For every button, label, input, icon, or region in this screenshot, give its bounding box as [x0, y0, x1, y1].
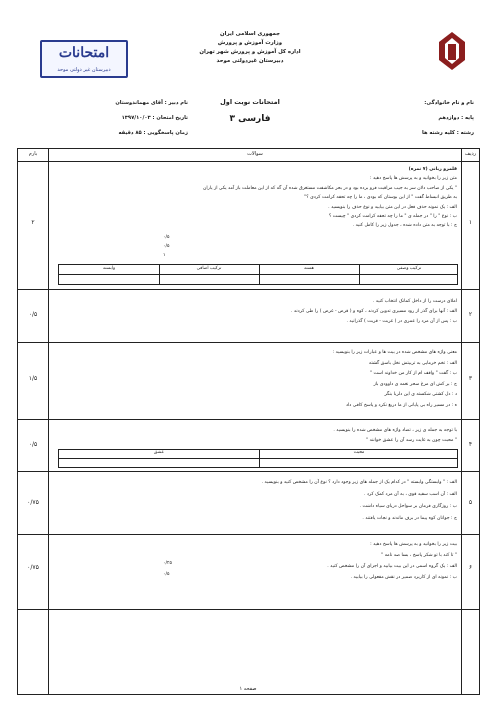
table-header: وابسته — [102, 266, 116, 271]
exam-duration: زمان پاسخگویی : ۸۵ دقیقه — [118, 130, 188, 136]
question-score: ۰/۷۵ — [27, 564, 39, 571]
student-info — [334, 96, 474, 141]
teacher-info — [28, 96, 188, 141]
question-line: با توجه به جمله ی زیر ، تضاد واژه های مشخص شده را بنویسید . — [333, 428, 457, 433]
row-divider — [18, 534, 479, 535]
question-score: ۰/۵ — [28, 311, 38, 318]
teacher-name: نام دبیر : آقای مهماندوستان — [115, 100, 188, 106]
major-field: رشته : کلیه رشته ها — [422, 130, 474, 136]
question-line: ب : گفت " واقف ام از کار من خداوند است " — [369, 371, 457, 376]
table-header: عشق — [153, 450, 165, 455]
row-divider — [18, 419, 479, 420]
logo — [40, 40, 128, 78]
question-line: الف : یک گروه اسمی در این بیت بیابید و اجزای آن را مشخص کنید . — [327, 564, 457, 569]
sub-score: ۰/۵ — [163, 244, 170, 249]
question-line: الف : آنها برای گذر از رود مسیری تدوین کردند ، کوه و ( قرض - غرض ) را طی کردند . — [291, 309, 457, 314]
header-line: دبیرستان غیردولتی موحد — [216, 58, 284, 64]
question-score: ۱/۵ — [28, 375, 38, 382]
question-number: ۵ — [468, 499, 473, 506]
sub-score: ۰/۵ — [163, 572, 170, 577]
logo-title: امتحانات — [58, 45, 110, 61]
table-header: ترکیب وصفی — [396, 266, 422, 271]
col-header-row: ردیف — [464, 151, 477, 157]
question-3-text — [57, 348, 457, 411]
exam-title: امتحانات نوبت اول — [220, 98, 280, 106]
question-line: د : دل کشتی شکسته ی این دلربا بنگر — [384, 392, 457, 397]
question-line: " تا کند با تو شکر پاسخ ، بسا صد نامه " — [381, 553, 457, 558]
question-number: ۲ — [468, 311, 473, 318]
question-number: ۱ — [468, 219, 473, 226]
question-score: ۰/۵ — [28, 441, 38, 448]
question-line: متن زیر را بخوانید و به پرسش ها پاسخ دهید : — [369, 176, 457, 182]
question-line: " محبت چون به غایت رسد آن را عشق خوانند " — [366, 438, 457, 443]
sub-score: ۰/۵ — [163, 235, 170, 240]
sub-score: ۰/۲۵ — [163, 561, 172, 566]
question-line: ه : در مسیر راه بی پایانی از ما دریغ نکرد و پاسخ کافی داد — [345, 402, 457, 408]
section-title: قلمرو زبانی (۷ نمره) — [408, 167, 457, 172]
question-line: به طریق انبساط گفت " از این بوستان که بودی ، ما را چه تحفه کرامت کردی ؟" — [304, 195, 457, 201]
row-divider — [18, 342, 479, 343]
question-4-text — [57, 426, 457, 446]
ministry-header — [190, 30, 310, 66]
col-header-questions: سوالات — [247, 151, 263, 157]
emblem-icon — [435, 30, 469, 72]
question-line: معنی واژه های مشخص شده در بیت ها و عبارات زیر را بنویسید : — [332, 350, 457, 355]
header-line: اداره کل آموزش و پرورش شهر تهران — [199, 49, 301, 55]
row-divider — [18, 471, 479, 472]
col-divider — [461, 149, 462, 694]
question-line: ج : جوانان کوه پیما در برف ماندند و نجات یافتند . — [362, 516, 457, 521]
subject-title: فارسی ۳ — [229, 114, 271, 124]
question-number: ۴ — [468, 441, 473, 448]
question-line: ب : پس از آن مرد را عمری در ( غربت - قربت ) گذرانید . — [346, 319, 457, 324]
question-5-text — [57, 477, 457, 525]
question-number: ۶ — [468, 564, 473, 571]
question-2-text — [57, 297, 457, 327]
table-header: محبت — [353, 450, 365, 455]
header-line: وزارت آموزش و پرورش — [217, 40, 283, 46]
sub-score: ۱ — [163, 253, 166, 258]
student-name-field: نام و نام خانوادگی: — [424, 100, 474, 106]
question-line: الف : تخم خرمایی به تربیتش نخل باسق گشته — [369, 360, 457, 366]
row-divider — [18, 289, 479, 290]
q1-answer-table — [58, 264, 458, 285]
header-line: جمهوری اسلامی ایران — [220, 31, 280, 37]
question-line: ب : روزگاری فرمان بر سواحل دریای سیاه داشت . — [359, 504, 457, 509]
page-number: صفحه ۱ — [239, 686, 257, 692]
question-line: الف : یک نمونه حذف فعل در این متن بیابید و نوع حذف را بنویسید . — [328, 204, 457, 210]
question-6-text — [57, 539, 457, 583]
question-line: " یکی از صاحب دلان سر به جیب مراقبت فرو برده بود و در بحر مکاشفت مستغرق شده آن گه که از این معاملت باز آمد یکی از یاران — [202, 185, 457, 191]
questions-table — [17, 148, 480, 695]
grade-field: پایه : دوازدهم — [438, 115, 474, 121]
exam-title-block — [195, 98, 305, 124]
question-line: املای درست را از داخل کمانک انتخاب کنید . — [372, 299, 457, 304]
question-line: ب : نوع " را " در جمله ی " ما را چه تحفه کرامت کردی " چیست ؟ — [328, 214, 457, 220]
col-header-score: بارم — [28, 151, 38, 157]
q4-answer-table — [58, 449, 458, 468]
question-score: ۰/۷۵ — [27, 499, 39, 506]
logo-subtitle: دبیرستان غیر دولتی موحد — [57, 67, 111, 73]
question-1-text — [57, 165, 457, 231]
table-header: هسته — [304, 266, 314, 271]
question-line: بیت زیر را بخوانید و به پرسش ها پاسخ دهید : — [370, 542, 457, 547]
col-divider — [48, 149, 49, 694]
question-line: ج : بر کش ای مرغ سحر نغمه ی داوودی باز — [373, 381, 457, 387]
question-line: ب : نمونه ای از کاربرد ضمیر در نقش مفعولی را بیابید . — [350, 575, 457, 580]
question-line: ج : با توجه به متن داده شده ، جدول زیر را کامل کنید . — [352, 223, 457, 229]
row-divider — [18, 609, 479, 610]
question-number: ۳ — [468, 375, 473, 382]
question-score: ۲ — [31, 219, 35, 226]
table-header: ترکیب اضافی — [196, 266, 222, 271]
question-line: الف : " وابستگی وابسته " در کدام یک از جمله های زیر وجود دارد ؟ نوع آن را مشخص کنید و بنویسید . — [261, 480, 457, 485]
exam-date: تاریخ امتحان : ۱۳۹۷/۱۰/۰۳ — [121, 115, 188, 121]
row-divider — [18, 161, 479, 162]
question-line: الف : آن اسب سفید قوی ، به آن مرد کمک کرد . — [363, 492, 457, 497]
